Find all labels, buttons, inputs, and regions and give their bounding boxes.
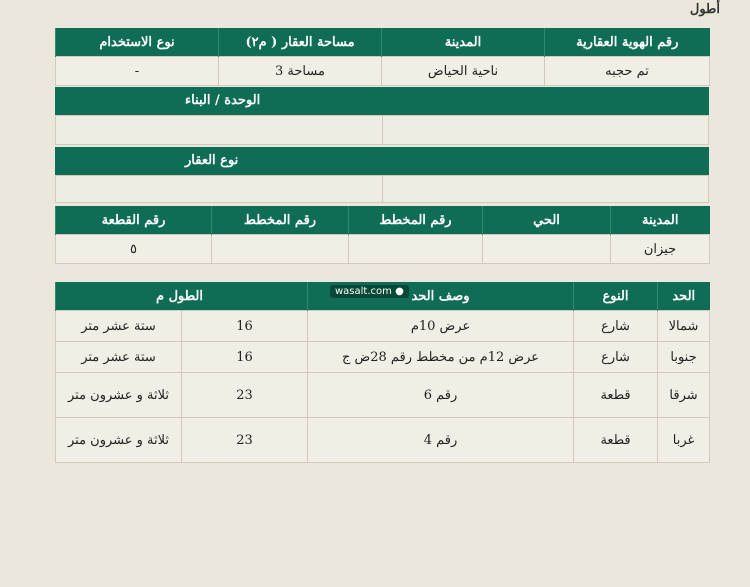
value-city: ناحية الحياض [382,57,545,86]
value-usage-type: - [56,57,219,86]
property-info-table [55,28,710,86]
boundary-type: قطعة [574,373,658,418]
header-description: وصف الحد [308,282,574,311]
value-area: مساحة 3 [219,57,382,86]
value-property-id: تم حجبه [545,57,710,86]
boundary-type: شارع [574,311,658,342]
header-district: الحي [483,206,611,235]
watermark-text: wasalt.com [335,286,392,297]
location-header-row [56,206,710,235]
type-section-row [55,175,709,203]
boundary-length-text: ستة عشر متر [56,342,182,373]
header-plan-number: رقم المخطط [349,206,483,235]
header-side: الحد [658,282,710,311]
header-plan-number-2: رقم المخطط [212,206,349,235]
unit-section-title: الوحدة / البناء [185,93,261,108]
boundary-length: 23 [182,373,308,418]
boundary-length: 16 [182,342,308,373]
boundary-row [56,418,710,463]
boundary-side: شرقا [658,373,710,418]
boundary-side: جنوبا [658,342,710,373]
boundary-length-text: ستة عشر متر [56,311,182,342]
boundary-type: قطعة [574,418,658,463]
corner-label: أطول [689,2,720,17]
boundary-side: شمالا [658,311,710,342]
type-section-header [55,147,709,175]
boundary-description: عرض 12م من مخطط رقم 28ض ج [308,342,574,373]
boundary-type: شارع [574,342,658,373]
boundary-length-text: ثلاثة و عشرون متر [56,373,182,418]
boundary-row [56,311,710,342]
boundary-description: عرض 10م [308,311,574,342]
boundary-row [56,373,710,418]
type-section-title: نوع العقار [185,153,239,168]
boundaries-table [55,282,710,463]
location-table [55,206,710,264]
value-plan-number-2 [212,235,349,264]
header-length: الطول م [56,282,308,311]
unit-row-divider [382,116,383,144]
header-city: المدينة [382,28,545,57]
watermark [330,285,409,298]
property-info-value-row [56,57,710,86]
value-loc-city: جيزان [611,235,710,264]
header-property-id: رقم الهوية العقارية [545,28,710,57]
boundary-row [56,342,710,373]
value-plot-number: ٥ [56,235,212,264]
header-loc-city: المدينة [611,206,710,235]
value-district [483,235,611,264]
header-area: مساحة العقار ( م٢) [219,28,382,57]
boundary-length: 23 [182,418,308,463]
header-plot-number: رقم القطعة [56,206,212,235]
boundary-description: رقم 6 [308,373,574,418]
unit-section-header [55,87,709,115]
unit-section-row [55,115,709,145]
camera-icon: ● [395,286,404,297]
boundary-side: غربا [658,418,710,463]
boundary-length: 16 [182,311,308,342]
value-plan-number [349,235,483,264]
boundary-length-text: ثلاثة و عشرون متر [56,418,182,463]
property-info-header-row [56,28,710,57]
boundary-description: رقم 4 [308,418,574,463]
header-usage-type: نوع الاستخدام [56,28,219,57]
type-row-divider [382,176,383,202]
location-value-row [56,235,710,264]
header-type: النوع [574,282,658,311]
